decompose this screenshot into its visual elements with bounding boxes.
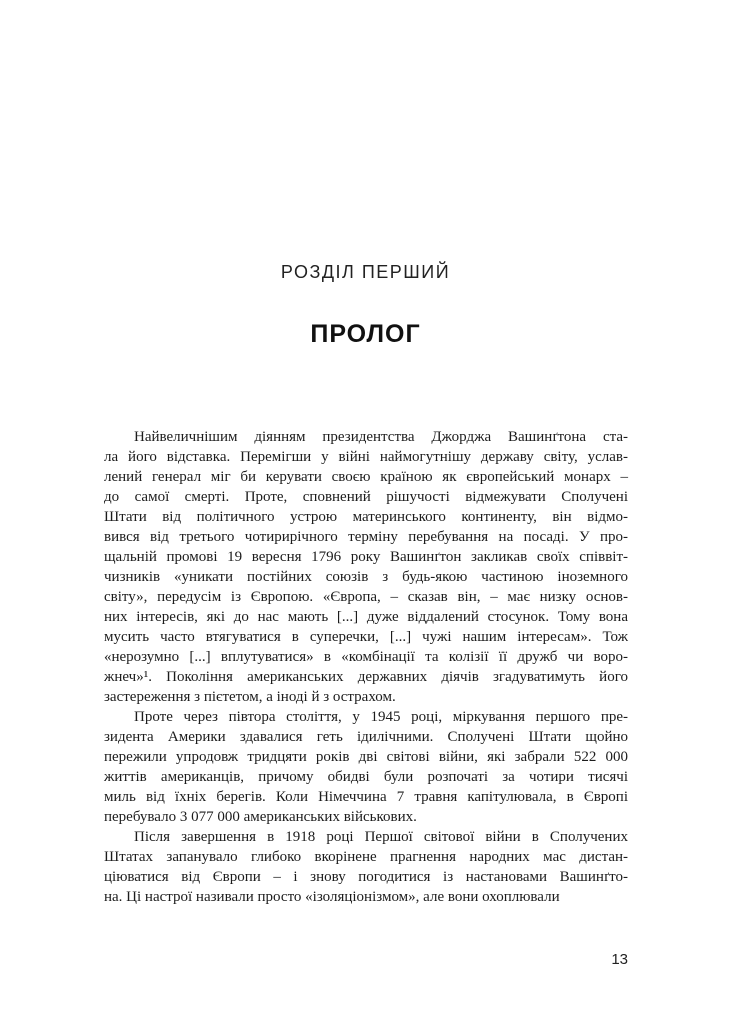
text-line: Штатах запанувало глибоко вкорінене прагнення народних мас дистан- [104, 849, 628, 865]
text-line: пережили упродовж тридцяти років дві світові війни, які забрали 522 000 [104, 749, 628, 765]
chapter-title: ПРОЛОГ [310, 320, 421, 348]
chapter-label: РОЗДІЛ ПЕРШИЙ [280, 262, 451, 282]
text-line: на. Ці настрої називали просто «ізоляціонізмом», але вони охоплювали [104, 889, 560, 905]
text-line: ла його відставка. Перемігши у війні наймогутнішу державу світу, услав- [104, 449, 628, 465]
paragraph [104, 827, 628, 907]
text-line: Штати від політичного устрою материнського континенту, він відмо- [104, 509, 628, 525]
text-line: щальній промові 19 вересня 1796 року Вашинґтон закликав своїх співвіт- [104, 549, 628, 565]
text-line: перебувало 3 077 000 американських військових. [104, 809, 417, 825]
text-line: вився від третього чотирирічного терміну перебування на посаді. У про- [104, 529, 628, 545]
text-line: Найвеличнішим діянням президентства Джорджа Вашинґтона ста- [134, 429, 628, 445]
text-line: миль від їхніх берегів. Коли Німеччина 7 травня капітулювала, в Європі [104, 789, 628, 805]
text-line: лений генерал міг би керувати своєю країною як європейський монарх – [104, 469, 628, 485]
text-line: ціюватися від Європи – і знову погодитися із настановами Вашинґто- [104, 869, 628, 885]
text-line: жнеч»¹. Покоління американських державних діячів згадуватимуть його [104, 669, 628, 685]
text-line: чизників «уникати постійних союзів з будь-якою частиною іноземного [104, 569, 628, 585]
text-line: Після завершення в 1918 році Першої світової війни в Сполучених [134, 829, 628, 845]
text-line: застереження з пієтетом, а іноді й з острахом. [104, 689, 396, 705]
text-line: мусить часто втягуватися в суперечки, [...] чужі нашим інтересам». Тож [104, 629, 628, 645]
text-line: до самої смерті. Проте, сповнений рішучості відмежувати Сполучені [104, 489, 628, 505]
text-line: життів американців, причому обидві були розпочаті за чотири тисячі [104, 769, 628, 785]
text-line: світу», передусім із Європою. «Європа, – сказав він, – має низку основ- [104, 589, 628, 605]
paragraph [104, 707, 628, 827]
text-line: «нерозумно [...] вплутуватися» в «комбінації та колізії її дружб чи воро- [104, 649, 628, 665]
text-line: них інтересів, які до нас мають [...] дуже віддалений стосунок. Тому вона [104, 609, 628, 625]
text-line: зидента Америки здавалися геть ідилічними. Сполучені Штати щойно [104, 729, 628, 745]
text-line: Проте через півтора століття, у 1945 році, міркування першого пре- [134, 709, 628, 725]
body-text [104, 427, 628, 907]
page-number: 13 [611, 951, 628, 968]
paragraph [104, 427, 628, 707]
